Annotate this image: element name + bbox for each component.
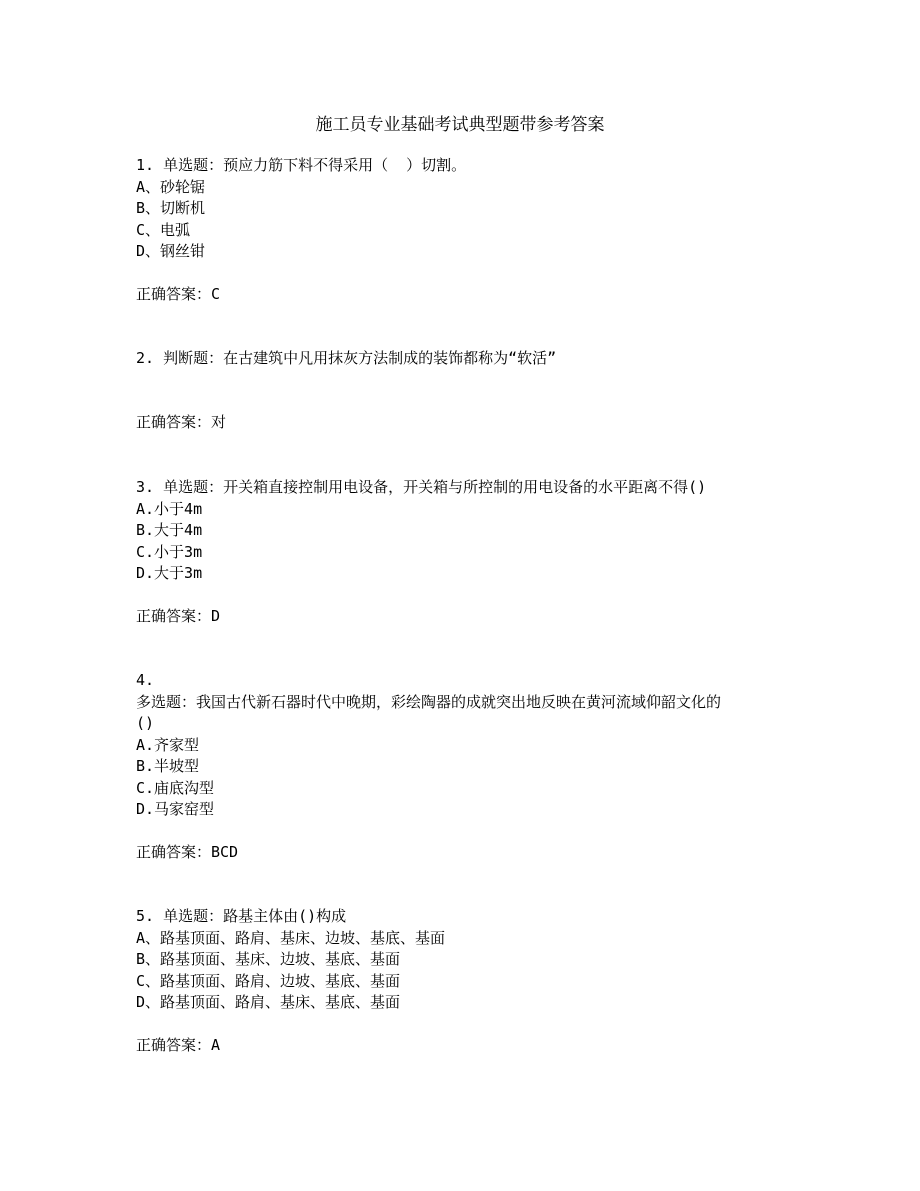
option-c: C.小于3m [136, 542, 203, 561]
option-a: A.小于4m [136, 499, 203, 518]
answer-4: 正确答案：BCD [136, 843, 239, 861]
option-b: B.半坡型 [136, 757, 200, 775]
option-a: A、砂轮锯 [136, 177, 206, 196]
answer-2: 正确答案：对 [136, 413, 227, 431]
answer-1: 正确答案：C [136, 285, 221, 303]
question-stem: 3. 单选题：开关箱直接控制用电设备，开关箱与所控制的用电设备的水平距离不得() [136, 478, 707, 496]
option-b: B.大于4m [136, 521, 203, 539]
option-c: C、路基顶面、路肩、边坡、基底、基面 [136, 971, 401, 990]
question-number: 4. [136, 671, 155, 689]
option-d: D、钢丝钳 [136, 242, 206, 260]
question-4 [136, 670, 836, 821]
option-d: D.大于3m [136, 564, 203, 582]
question-stem: 1. 单选题：预应力筋下料不得采用（ ）切割。 [136, 156, 467, 174]
option-a: A.齐家型 [136, 735, 200, 754]
question-1 [136, 155, 796, 263]
option-c: C、电弧 [136, 220, 191, 239]
option-d: D.马家窑型 [136, 800, 215, 818]
answer-5: 正确答案：A [136, 1036, 221, 1054]
option-a: A、路基顶面、路肩、基床、边坡、基底、基面 [136, 928, 446, 947]
option-c: C.庙底沟型 [136, 778, 215, 797]
option-b: B、路基顶面、基床、边坡、基底、基面 [136, 950, 401, 968]
option-b: B、切断机 [136, 199, 206, 217]
answer-3: 正确答案：D [136, 607, 221, 625]
question-stem: 2. 判断题：在古建筑中凡用抹灰方法制成的装饰都称为“软活” [136, 349, 557, 367]
question-3 [136, 477, 796, 585]
page-title: 施工员专业基础考试典型题带参考答案 [315, 115, 605, 135]
option-d: D、路基顶面、路肩、基床、基底、基面 [136, 993, 401, 1011]
question-stem: 5. 单选题：路基主体由()构成 [136, 907, 347, 925]
question-stem-continued: () [136, 714, 155, 732]
question-stem: 多选题：我国古代新石器时代中晚期，彩绘陶器的成就突出地反映在黄河流域仰韶文化的 [136, 692, 722, 711]
question-2 [136, 348, 796, 370]
question-5 [136, 906, 796, 1014]
